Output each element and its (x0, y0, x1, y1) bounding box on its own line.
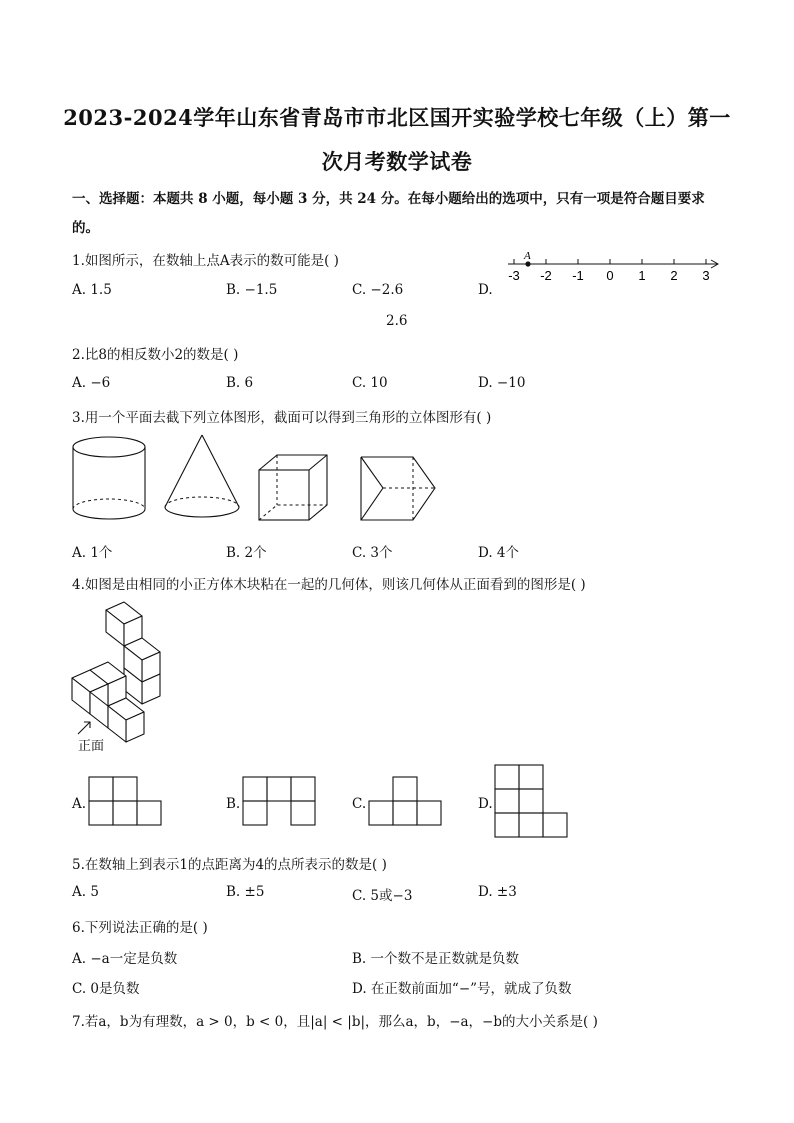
triangular-prism-figure (358, 452, 448, 552)
page-title-line2: 次月考数学试卷 (321, 149, 473, 174)
tick-label: 0 (606, 268, 614, 283)
tick-label: -3 (508, 268, 520, 283)
question-2-stem: 2.比8的相反数小2的数是( ) (72, 347, 239, 363)
cone-figure (160, 432, 250, 532)
q2-option-d: D. −10 (478, 375, 526, 391)
question-3-stem: 3.用一个平面去截下列立体图形，截面可以得到三角形的立体图形有( ) (72, 410, 492, 426)
section-header-line1: 一、选择题：本题共 8 小题，每小题 3 分，共 24 分。在每小题给出的选项中，只有一项是符合题目要求 (72, 191, 705, 207)
cube-figure (256, 452, 346, 552)
q6-option-b: B. 一个数不是正数就是负数 (352, 951, 520, 967)
question-5-stem: 5.在数轴上到表示1的点距离为4的点所表示的数是( ) (72, 857, 387, 873)
q1-option-c: C. −2.6 (352, 282, 404, 298)
tick-label: -1 (572, 268, 584, 283)
q4-option-d: D. (478, 796, 493, 812)
section-header-line2: 的。 (72, 220, 99, 236)
q1-option-b: B. −1.5 (226, 282, 278, 298)
point-a-marker (525, 261, 530, 266)
q1-option-d-value: 2.6 (386, 313, 408, 329)
q4-option-a: A. (72, 796, 87, 812)
q5-option-b: B. ±5 (226, 884, 265, 900)
q5-option-d: D. ±3 (478, 884, 517, 900)
page-title-line1: 2023-2024学年山东省青岛市市北区国开实验学校七年级（上）第一 (63, 105, 731, 130)
question-6-stem: 6.下列说法正确的是( ) (72, 920, 208, 936)
q3-option-a: A. 1个 (72, 545, 113, 561)
q4-option-c-figure (368, 776, 448, 836)
q4-option-a-figure (88, 776, 168, 836)
cylinder-figure (68, 432, 158, 532)
q2-option-b: B. 6 (226, 375, 254, 391)
tick-label: -2 (540, 268, 552, 283)
q2-option-c: C. 10 (352, 375, 388, 391)
q6-option-d: D. 在正数前面加“−”号，就成了负数 (352, 981, 572, 997)
q4-option-c: C. (352, 796, 367, 812)
q6-option-a: A. −a一定是负数 (72, 951, 178, 967)
q3-option-b: B. 2个 (226, 545, 267, 561)
q5-option-a: A. 5 (72, 884, 99, 900)
point-a-label: A (524, 250, 531, 262)
question-1-stem: 1.如图所示，在数轴上点A表示的数可能是( ) (72, 253, 339, 269)
question-7-stem: 7.若a，b为有理数，a > 0，b < 0，且|a| < |b|，那么a，b，−a，−b的大小关系是( ) (72, 1014, 598, 1030)
q3-option-d: D. 4个 (478, 545, 520, 561)
q3-option-c: C. 3个 (352, 545, 393, 561)
q5-option-c: C. 5或−3 (352, 888, 413, 904)
q1-number-line (502, 247, 732, 287)
q4-option-b: B. (226, 796, 241, 812)
question-4-stem: 4.如图是由相同的小正方体木块粘在一起的几何体，则该几何体从正面看到的图形是( ) (72, 577, 586, 593)
tick-label: 2 (670, 268, 678, 283)
q2-option-a: A. −6 (72, 375, 111, 391)
q6-option-c: C. 0是负数 (72, 981, 140, 997)
q4-option-d-figure (494, 764, 574, 844)
q1-option-a: A. 1.5 (72, 282, 112, 298)
tick-label: 3 (702, 268, 710, 283)
q1-option-d: D. (478, 282, 493, 298)
tick-label: 1 (638, 268, 646, 283)
q4-option-b-figure (242, 776, 322, 836)
front-view-label: 正面 (78, 739, 105, 754)
